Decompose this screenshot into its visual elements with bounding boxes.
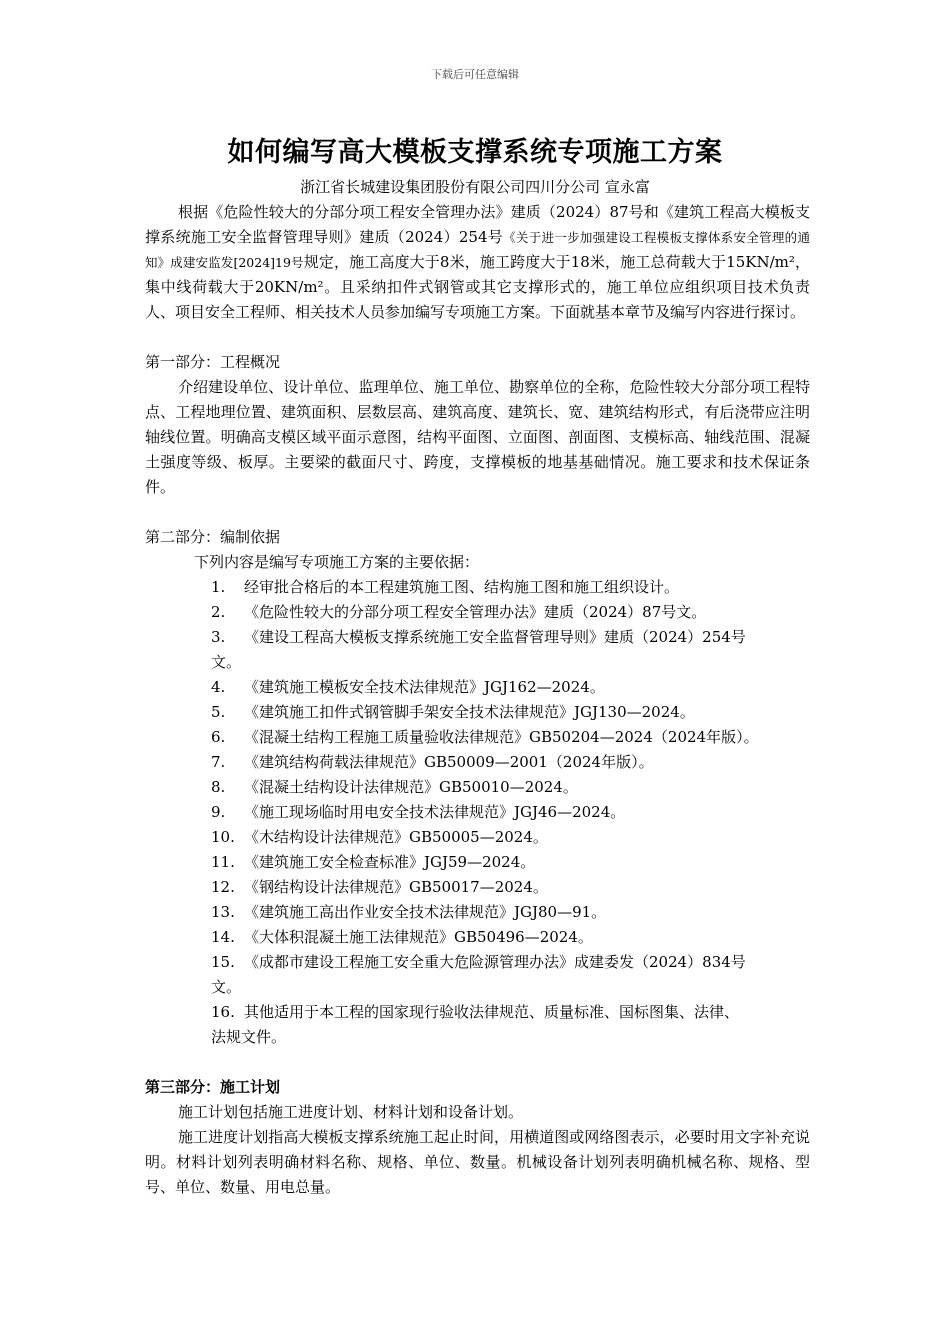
list-item-number: 15. [211, 953, 235, 971]
intro-text-3: 规定，施工高度大于8米，施工跨度大于18米，施工总荷载大于15KN/m²，集中线荷载大于20KN/m²。且采纳扣件式钢管或其它支撑形式的，施工单位应组织项目技术负责人、项目安全工程师、相关技术人员参加编写专项施工方案。下面就基本章节及编写内容进行探讨。 [145, 253, 810, 321]
list-item-text: 《建设工程高大模板支撑系统施工安全监督管理导则》建质（2024）254号 [244, 628, 746, 646]
list-item [211, 825, 810, 850]
list-item [211, 775, 810, 800]
list-item-number: 13. [211, 903, 235, 921]
section3-paragraph-2: 施工进度计划指高大模板支撑系统施工起止时间，用横道图或网络图表示，必要时用文字补充说明。材料计划列表明确材料名称、规格、单位、数量。机械设备计划列表明确机械名称、规格、型号、单位、数量、用电总量。 [145, 1128, 810, 1196]
list-item-number: 9. [211, 803, 226, 821]
list-item-number: 14. [211, 928, 235, 946]
list-item [211, 900, 810, 925]
list-item-number: 4. [211, 678, 226, 696]
list-item [211, 800, 810, 825]
list-item-number: 3. [211, 628, 226, 646]
list-item-number: 8. [211, 778, 226, 796]
list-item-number: 1. [211, 578, 226, 596]
list-item-number: 12. [211, 878, 235, 896]
author-line: 浙江省长城建设集团股份有限公司四川分公司 宣永富 [300, 178, 650, 196]
list-item-text: 《建筑施工模板安全技术法律规范》JGJ162—2024。 [244, 678, 605, 696]
list-item-number: 7. [211, 753, 226, 771]
list-item-text: 《建筑结构荷载法律规范》GB50009—2001（2024年版）。 [244, 753, 654, 771]
intro-text-2: 《关于进一步加强建设工程模板支撑体系安全管理的通知》成建安监发[2024]19号 [145, 230, 810, 270]
list-item-text: 经审批合格后的本工程建筑施工图、结构施工图和施工组织设计。 [244, 578, 680, 596]
list-item-number: 5. [211, 703, 226, 721]
list-item-text: 《大体积混凝土施工法律规范》GB50496—2024。 [244, 928, 593, 946]
list-item [211, 575, 810, 600]
section1-paragraph: 介绍建设单位、设计单位、监理单位、施工单位、勘察单位的全称，危险性较大分部分项工程特点、工程地理位置、建筑面积、层数层高、建筑高度、建筑长、宽、建筑结构形式，有后浇带应注明轴线位置。明确高支模区域平面示意图，结构平面图、立面图、剖面图、支模标高、轴线范围、混凝土强度等级、板厚。主要梁的截面尺寸、跨度，支撑模板的地基基础情况。施工要求和技术保证条件。 [145, 378, 810, 496]
intro-paragraph [145, 200, 810, 325]
list-item-text: 《木结构设计法律规范》GB50005—2024。 [244, 828, 548, 846]
list-item-number: 11. [211, 853, 235, 871]
list-item-text: 《成都市建设工程施工安全重大危险源管理办法》成建委发（2024）834号 [244, 953, 746, 971]
list-item [211, 950, 810, 1000]
section2-heading: 第二部分：编制依据 [145, 528, 281, 546]
list-item-text-cont: 文。 [211, 653, 242, 671]
list-item [211, 875, 810, 900]
section1-heading: 第一部分：工程概况 [145, 353, 281, 371]
list-item-text-cont: 文。 [211, 978, 242, 996]
list-item [211, 750, 810, 775]
reference-list [145, 575, 810, 1050]
list-item-text: 《危险性较大的分部分项工程安全管理办法》建质（2024）87号文。 [244, 603, 707, 621]
list-item [211, 925, 810, 950]
list-item-number: 2. [211, 603, 226, 621]
list-item-text: 《建筑施工安全检查标准》JGJ59—2024。 [244, 853, 536, 871]
section3-heading: 第三部分：施工计划 [145, 1078, 281, 1096]
list-item [211, 1000, 810, 1050]
list-item-number: 16. [211, 1003, 235, 1021]
document-title: 如何编写高大模板支撑系统专项施工方案 [227, 137, 723, 168]
list-item [211, 675, 810, 700]
list-item-text: 《建筑施工高出作业安全技术法律规范》JGJ80—91。 [244, 903, 607, 921]
list-item-text: 《混凝土结构设计法律规范》GB50010—2024。 [244, 778, 578, 796]
list-item [211, 600, 810, 625]
list-item-text: 《混凝土结构工程施工质量验收法律规范》GB50204—2024（2024年版）。 [244, 728, 759, 746]
list-item-text-cont: 法规文件。 [211, 1028, 287, 1046]
section2-intro: 下列内容是编写专项施工方案的主要依据： [194, 553, 480, 571]
list-item [211, 850, 810, 875]
list-item-text: 《建筑施工扣件式钢管脚手架安全技术法律规范》JGJ130—2024。 [244, 703, 695, 721]
list-item-text: 其他适用于本工程的国家现行验收法律规范、质量标准、国标图集、法律、 [244, 1003, 740, 1021]
document-body [145, 200, 810, 1200]
section3-paragraph-1: 施工计划包括施工进度计划、材料计划和设备计划。 [178, 1103, 524, 1121]
list-item-text: 《施工现场临时用电安全技术法律规范》JGJ46—2024。 [244, 803, 626, 821]
list-item-text: 《钢结构设计法律规范》GB50017—2024。 [244, 878, 548, 896]
list-item-number: 10. [211, 828, 235, 846]
list-item-number: 6. [211, 728, 226, 746]
list-item [211, 700, 810, 725]
list-item [211, 725, 810, 750]
page-header: 下载后可任意编辑 [431, 68, 519, 81]
intro-text-1: 根据《危险性较大的分部分项工程安全管理办法》建质（2024）87号和《建筑工程高大模板支撑系统施工安全监督管理导则》建质（2024）254号 [145, 203, 810, 246]
list-item [211, 625, 810, 675]
